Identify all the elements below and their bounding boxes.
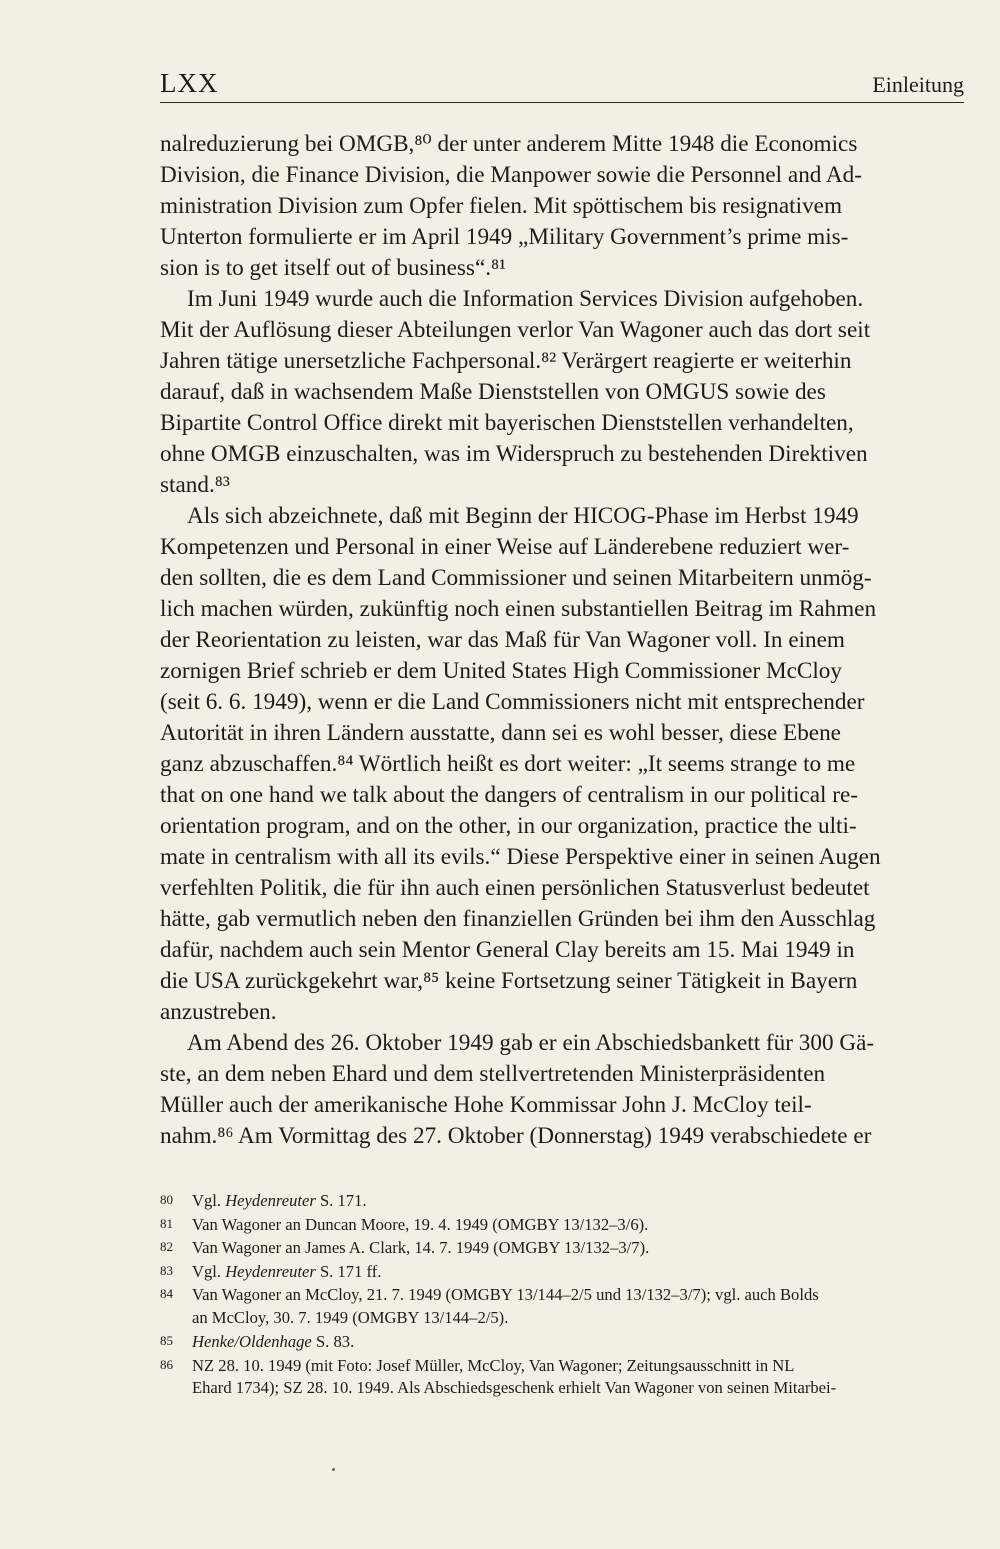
- footnote-text: Van Wagoner an James A. Clark, 14. 7. 1949 (OMGBY 13/132–3/7).: [192, 1238, 650, 1257]
- text-line: dafür, nachdem auch sein Mentor General Clay bereits am 15. Mai 1949 in: [160, 937, 855, 963]
- footnote-86: [160, 1353, 964, 1377]
- text-line: Bipartite Control Office direkt mit bayerischen Dienststellen verhandelten,: [160, 410, 854, 436]
- text-line: verfehlten Politik, die für ihn auch einen persönlichen Statusverlust bedeutet: [160, 875, 870, 901]
- text-line: (seit 6. 6. 1949), wenn er die Land Commissioners nicht mit entsprechender: [160, 689, 865, 715]
- text-line: Müller auch der amerikanische Hohe Kommissar John J. McCloy teil-: [160, 1092, 812, 1118]
- footnote-text: Vgl.: [192, 1261, 226, 1281]
- text-line: orientation program, and on the other, in our organization, practice the ulti-: [160, 813, 857, 839]
- footnote-number: 81: [160, 1215, 173, 1231]
- text-line: Als sich abzeichnete, daß mit Beginn der HICOG-Phase im Herbst 1949: [187, 503, 859, 529]
- footnote-text: Van Wagoner an Duncan Moore, 19. 4. 1949 (OMGBY 13/132–3/6).: [192, 1214, 649, 1234]
- footnote-text: Van Wagoner an McCloy, 21. 7. 1949 (OMGBY 13/144–2/5 und 13/132–3/7); vgl. auch Bolds: [192, 1285, 819, 1304]
- text-line: mate in centralism with all its evils.“ Diese Perspektive einer in seinen Augen: [160, 844, 881, 870]
- footnote-80: [160, 1188, 964, 1212]
- footnotes: [160, 1188, 964, 1400]
- footnote-84-continued: an McCloy, 30. 7. 1949 (OMGBY 13/144–2/5).: [192, 1307, 509, 1327]
- text-line: sion is to get itself out of business“.⁸¹: [160, 255, 507, 281]
- text-line: Im Juni 1949 wurde auch die Information Services Division aufgehoben.: [187, 286, 864, 312]
- footnote-author: Heydenreuter: [225, 1191, 316, 1210]
- footnote-83: [160, 1259, 964, 1283]
- text-line: zornigen Brief schrieb er dem United States High Commissioner McCloy: [160, 658, 842, 684]
- text-line: ohne OMGB einzuschalten, was im Widerspruch zu bestehenden Direktiven: [160, 441, 868, 467]
- footnote-author: Heydenreuter: [225, 1261, 316, 1281]
- footnote-number: 84: [160, 1286, 173, 1301]
- text-line: stand.⁸³: [160, 472, 230, 498]
- text-line: that on one hand we talk about the dangers of centralism in our political re-: [160, 782, 858, 808]
- text-line: nalreduzierung bei OMGB,⁸⁰ der unter anderem Mitte 1948 die Economics: [160, 131, 858, 157]
- footnote-text: NZ 28. 10. 1949 (mit Foto: Josef Müller, McCloy, Van Wagoner; Zeitungsausschnitt in NL: [192, 1355, 795, 1375]
- footnote-text: Vgl.: [192, 1191, 226, 1210]
- running-header: [160, 68, 964, 103]
- footnote-86-continued: Ehard 1734); SZ 28. 10. 1949. Als Abschiedsgeschenk erhielt Van Wagoner von seinen Mitarbei-: [192, 1378, 837, 1397]
- section-title: Einleitung: [872, 72, 964, 97]
- text-line: hätte, gab vermutlich neben den finanziellen Gründen bei ihm den Ausschlag: [160, 906, 876, 932]
- ink-speck: [332, 1468, 335, 1471]
- footnote-number: 85: [160, 1333, 173, 1348]
- text-line: anzustreben.: [160, 999, 277, 1025]
- text-line: lich machen würden, zukünftig noch einen substantiellen Beitrag im Rahmen: [160, 596, 877, 622]
- footnote-text: S. 171.: [315, 1191, 367, 1210]
- footnote-number: 82: [160, 1239, 173, 1254]
- footnote-84: [160, 1282, 964, 1306]
- text-line: Unterton formulierte er im April 1949 „Military Government’s prime mis-: [160, 224, 849, 250]
- text-line: Kompetenzen und Personal in einer Weise auf Länderebene reduziert wer-: [160, 534, 850, 560]
- footnote-81: [160, 1212, 964, 1236]
- text-line: Jahren tätige unersetzliche Fachpersonal.⁸² Verärgert reagierte er weiterhin: [160, 348, 852, 374]
- text-line: Mit der Auflösung dieser Abteilungen verlor Van Wagoner auch das dort seit: [160, 317, 871, 343]
- footnote-author: Henke/Oldenhage: [192, 1332, 312, 1351]
- footnote-82: [160, 1235, 964, 1259]
- text-line: Autorität in ihren Ländern ausstatte, dann sei es wohl besser, diese Ebene: [160, 720, 841, 746]
- page-number: LXX: [160, 68, 219, 98]
- text-line: ganz abzuschaffen.⁸⁴ Wörtlich heißt es dort weiter: „It seems strange to me: [160, 751, 856, 777]
- text-line: der Reorientation zu leisten, war das Maß für Van Wagoner voll. In einem: [160, 627, 845, 653]
- footnote-text: S. 171 ff.: [315, 1261, 382, 1281]
- text-line: darauf, daß in wachsendem Maße Dienststellen von OMGUS sowie des: [160, 379, 826, 405]
- footnote-number: 83: [160, 1262, 173, 1278]
- text-line: ste, an dem neben Ehard und dem stellvertretenden Ministerpräsidenten: [160, 1061, 826, 1087]
- footnote-number: 80: [160, 1192, 173, 1207]
- text-line: Am Abend des 26. Oktober 1949 gab er ein Abschiedsbankett für 300 Gä-: [187, 1030, 875, 1056]
- text-line: nahm.⁸⁶ Am Vormittag des 27. Oktober (Donnerstag) 1949 verabschiedete er: [160, 1123, 872, 1149]
- footnote-text: S. 83.: [311, 1332, 355, 1351]
- text-line: die USA zurückgekehrt war,⁸⁵ keine Fortsetzung seiner Tätigkeit in Bayern: [160, 968, 858, 994]
- text-line: ministration Division zum Opfer fielen. Mit spöttischem bis resignativem: [160, 193, 842, 219]
- body-text: [160, 129, 964, 1152]
- footnote-85: [160, 1329, 964, 1353]
- footnote-number: 86: [160, 1356, 173, 1372]
- text-line: Division, die Finance Division, die Manpower sowie die Personnel and Ad-: [160, 162, 862, 188]
- text-line: den sollten, die es dem Land Commissioner und seinen Mitarbeitern unmög-: [160, 565, 872, 591]
